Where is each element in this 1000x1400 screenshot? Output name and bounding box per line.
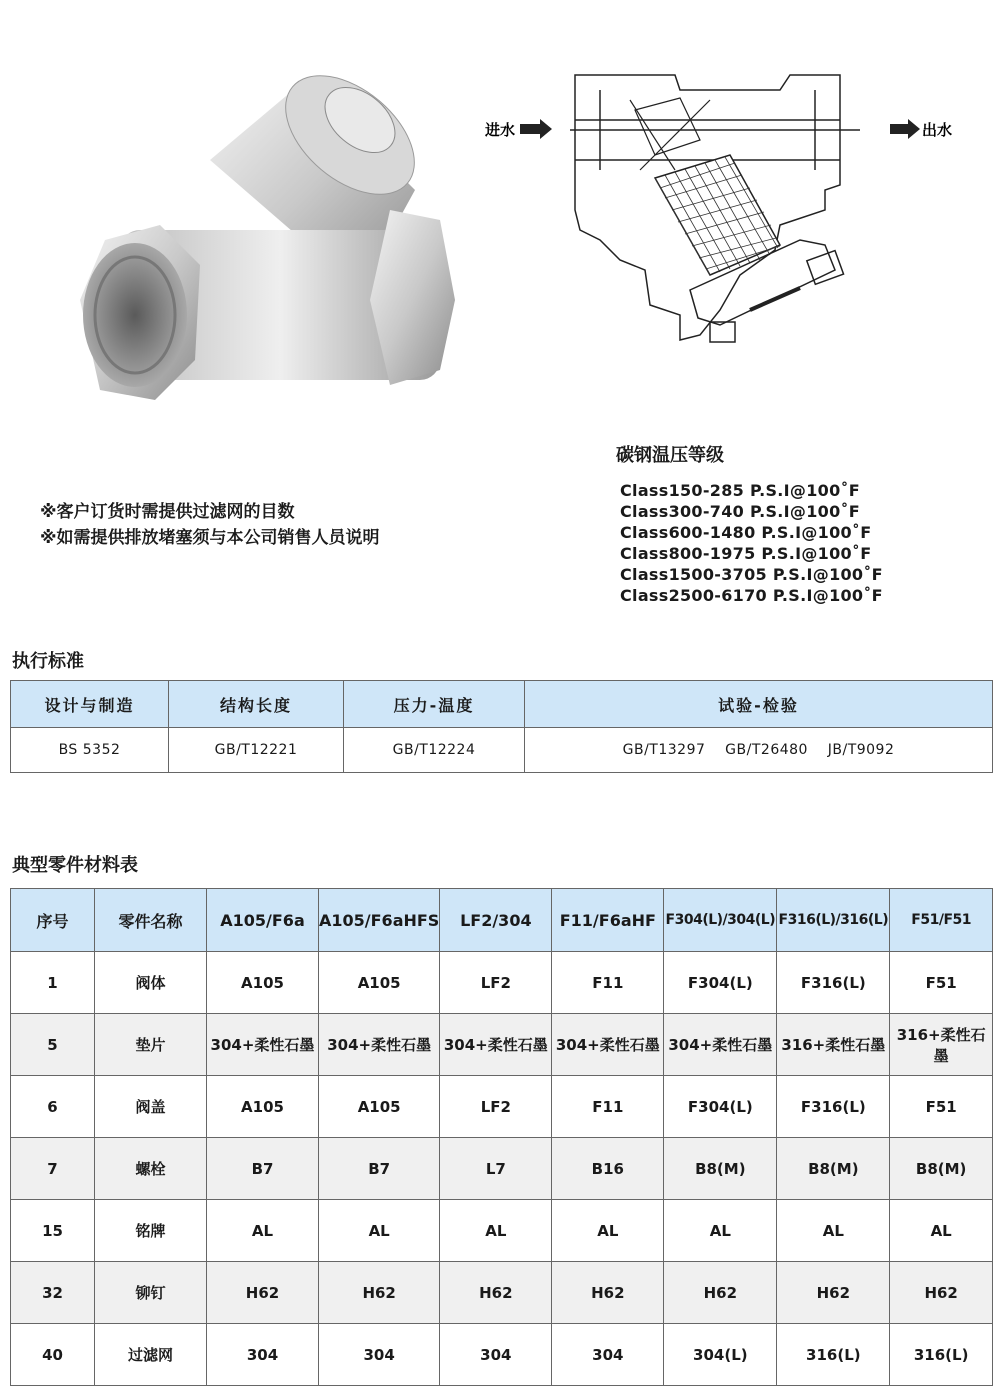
table-cell: GB/T13297 GB/T26480 JB/T9092 bbox=[525, 728, 993, 773]
material-cell: A105 bbox=[207, 952, 319, 1014]
material-cell: AL bbox=[777, 1200, 890, 1262]
material-cell: 304+柔性石墨 bbox=[319, 1014, 440, 1076]
part-number-cell: 6 bbox=[11, 1076, 95, 1138]
rating-line: Class1500-3705 P.S.I@100˚F bbox=[620, 565, 883, 584]
part-number-cell: 40 bbox=[11, 1324, 95, 1386]
table-header-row bbox=[11, 681, 993, 728]
material-cell: AL bbox=[890, 1200, 993, 1262]
material-cell: 304+柔性石墨 bbox=[440, 1014, 552, 1076]
material-cell: AL bbox=[552, 1200, 664, 1262]
table-row bbox=[11, 1076, 993, 1138]
table-row bbox=[11, 1262, 993, 1324]
table-header-cell: F11/F6aHF bbox=[552, 889, 664, 952]
y-strainer-photo bbox=[60, 40, 480, 440]
material-cell: A105 bbox=[319, 1076, 440, 1138]
inlet-label: 进水 bbox=[485, 121, 516, 139]
part-name-cell: 过滤网 bbox=[95, 1324, 207, 1386]
material-cell: AL bbox=[319, 1200, 440, 1262]
part-name-cell: 铆钉 bbox=[95, 1262, 207, 1324]
inlet-arrow-icon bbox=[520, 119, 552, 139]
strainer-section-diagram bbox=[480, 60, 970, 380]
material-cell: LF2 bbox=[440, 952, 552, 1014]
material-cell: B7 bbox=[207, 1138, 319, 1200]
table-row bbox=[11, 1324, 993, 1386]
part-number-cell: 1 bbox=[11, 952, 95, 1014]
material-cell: AL bbox=[664, 1200, 777, 1262]
rating-line: Class150-285 P.S.I@100˚F bbox=[620, 481, 861, 500]
table-header-cell: 试验-检验 bbox=[525, 681, 993, 728]
material-cell: 304(L) bbox=[664, 1324, 777, 1386]
material-cell: F11 bbox=[552, 952, 664, 1014]
material-cell: 316(L) bbox=[777, 1324, 890, 1386]
table-row bbox=[11, 1200, 993, 1262]
material-cell: 304 bbox=[440, 1324, 552, 1386]
material-cell: L7 bbox=[440, 1138, 552, 1200]
rating-line: Class800-1975 P.S.I@100˚F bbox=[620, 544, 872, 563]
part-name-cell: 阀体 bbox=[95, 952, 207, 1014]
materials-table bbox=[10, 888, 993, 1386]
table-header-cell: 设计与制造 bbox=[11, 681, 169, 728]
material-cell: 304+柔性石墨 bbox=[664, 1014, 777, 1076]
table-header-cell: LF2/304 bbox=[440, 889, 552, 952]
material-cell: H62 bbox=[664, 1262, 777, 1324]
rating-line: Class300-740 P.S.I@100˚F bbox=[620, 502, 861, 521]
note-drain-plug: ※如需提供排放堵塞须与本公司销售人员说明 bbox=[40, 528, 380, 548]
standards-table bbox=[10, 680, 993, 773]
material-cell: A105 bbox=[319, 952, 440, 1014]
part-name-cell: 螺栓 bbox=[95, 1138, 207, 1200]
table-row bbox=[11, 728, 993, 773]
table-cell: BS 5352 bbox=[11, 728, 169, 773]
part-name-cell: 铭牌 bbox=[95, 1200, 207, 1262]
table-cell: GB/T12221 bbox=[169, 728, 344, 773]
material-cell: H62 bbox=[777, 1262, 890, 1324]
table-cell: GB/T12224 bbox=[344, 728, 525, 773]
material-cell: F51 bbox=[890, 952, 993, 1014]
material-cell: F316(L) bbox=[777, 952, 890, 1014]
outlet-label: 出水 bbox=[922, 121, 953, 139]
part-number-cell: 5 bbox=[11, 1014, 95, 1076]
material-cell: 304 bbox=[552, 1324, 664, 1386]
table-header-cell: F51/F51 bbox=[890, 889, 993, 952]
table-header-cell: 压力-温度 bbox=[344, 681, 525, 728]
material-cell: AL bbox=[207, 1200, 319, 1262]
material-cell: 304+柔性石墨 bbox=[207, 1014, 319, 1076]
table-header-cell: F316(L)/316(L) bbox=[777, 889, 890, 952]
table-header-cell: 序号 bbox=[11, 889, 95, 952]
part-number-cell: 32 bbox=[11, 1262, 95, 1324]
material-cell: B7 bbox=[319, 1138, 440, 1200]
material-cell: AL bbox=[440, 1200, 552, 1262]
material-cell: F304(L) bbox=[664, 1076, 777, 1138]
materials-title: 典型零件材料表 bbox=[12, 855, 138, 876]
material-cell: H62 bbox=[440, 1262, 552, 1324]
material-cell: 304 bbox=[319, 1324, 440, 1386]
material-cell: F316(L) bbox=[777, 1076, 890, 1138]
table-row bbox=[11, 1014, 993, 1076]
table-header-cell: A105/F6aHFS bbox=[319, 889, 440, 952]
material-cell: H62 bbox=[207, 1262, 319, 1324]
part-name-cell: 垫片 bbox=[95, 1014, 207, 1076]
table-header-cell: F304(L)/304(L) bbox=[664, 889, 777, 952]
table-header-cell: 结构长度 bbox=[169, 681, 344, 728]
material-cell: H62 bbox=[319, 1262, 440, 1324]
material-cell: B16 bbox=[552, 1138, 664, 1200]
material-cell: A105 bbox=[207, 1076, 319, 1138]
material-cell: F11 bbox=[552, 1076, 664, 1138]
rating-line: Class2500-6170 P.S.I@100˚F bbox=[620, 586, 883, 605]
material-cell: 316+柔性石墨 bbox=[777, 1014, 890, 1076]
material-cell: 304+柔性石墨 bbox=[552, 1014, 664, 1076]
standards-title: 执行标准 bbox=[12, 651, 84, 672]
table-header-cell: A105/F6a bbox=[207, 889, 319, 952]
material-cell: F304(L) bbox=[664, 952, 777, 1014]
material-cell: H62 bbox=[890, 1262, 993, 1324]
table-header-row bbox=[11, 889, 993, 952]
material-cell: B8(M) bbox=[664, 1138, 777, 1200]
material-cell: F51 bbox=[890, 1076, 993, 1138]
material-cell: 316(L) bbox=[890, 1324, 993, 1386]
outlet-arrow-icon bbox=[890, 119, 920, 139]
table-row bbox=[11, 952, 993, 1014]
material-cell: B8(M) bbox=[890, 1138, 993, 1200]
material-cell: LF2 bbox=[440, 1076, 552, 1138]
material-cell: H62 bbox=[552, 1262, 664, 1324]
rating-line: Class600-1480 P.S.I@100˚F bbox=[620, 523, 872, 542]
rating-title: 碳钢温压等级 bbox=[616, 445, 724, 466]
material-cell: 316+柔性石墨 bbox=[890, 1014, 993, 1076]
note-mesh-count: ※客户订货时需提供过滤网的目数 bbox=[40, 502, 295, 522]
part-number-cell: 15 bbox=[11, 1200, 95, 1262]
part-number-cell: 7 bbox=[11, 1138, 95, 1200]
table-header-cell: 零件名称 bbox=[95, 889, 207, 952]
material-cell: 304 bbox=[207, 1324, 319, 1386]
material-cell: B8(M) bbox=[777, 1138, 890, 1200]
table-row bbox=[11, 1138, 993, 1200]
part-name-cell: 阀盖 bbox=[95, 1076, 207, 1138]
